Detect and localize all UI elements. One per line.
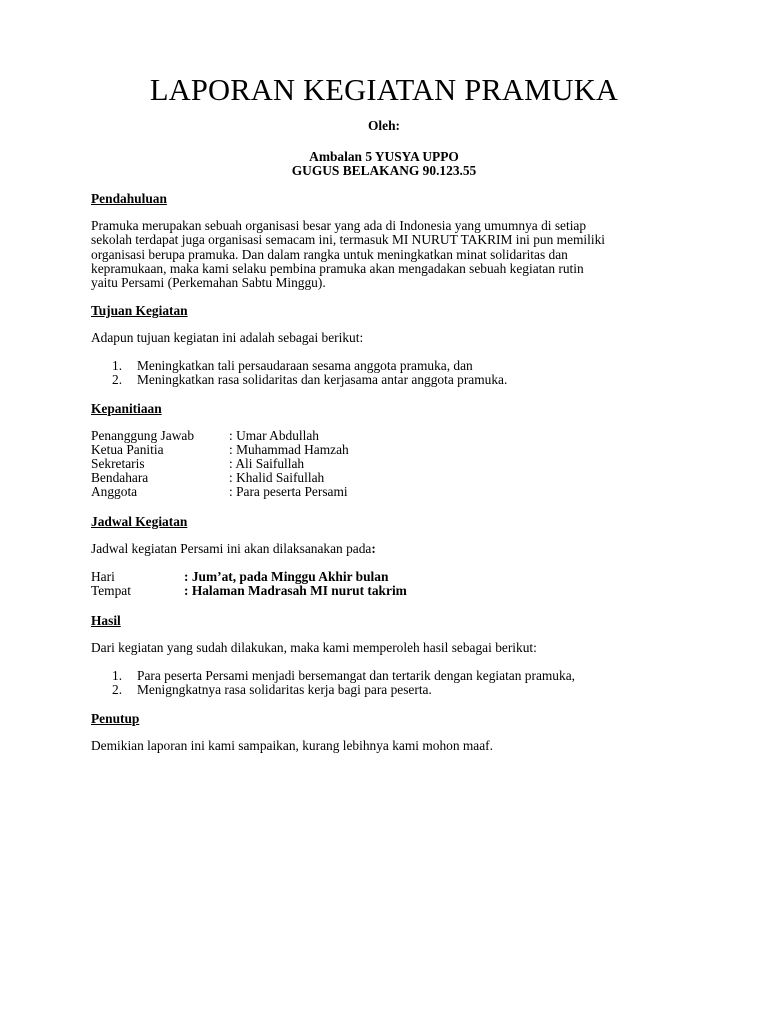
paragraph-line: organisasi berupa pramuka. Dan dalam rangka untuk meningkatkan minat solidaritas dan xyxy=(91,246,568,262)
committee-member: : Muhammad Hamzah xyxy=(229,442,349,457)
schedule-text: Jum’at, pada Minggu Akhir bulan xyxy=(191,569,389,584)
list-number: 2. xyxy=(112,682,123,697)
document-title: LAPORAN KEGIATAN PRAMUKA xyxy=(149,73,619,107)
heading-pendahuluan: Pendahuluan xyxy=(91,191,167,206)
committee-role: Penanggung Jawab xyxy=(91,428,195,443)
schedule-label: Tempat xyxy=(91,583,131,598)
heading-hasil: Hasil xyxy=(91,613,121,628)
author-line-2: GUGUS BELAKANG 90.123.55 xyxy=(291,163,477,178)
schedule-value xyxy=(184,584,407,598)
jadwal-intro xyxy=(91,542,376,556)
jadwal-intro-colon: : xyxy=(371,541,376,556)
heading-tujuan: Tujuan Kegiatan xyxy=(91,303,188,318)
paragraph-line: yaitu Persami (Perkemahan Sabtu Minggu). xyxy=(91,275,326,291)
oleh-label: Oleh: xyxy=(368,118,400,133)
committee-member: : Para peserta Persami xyxy=(229,484,348,499)
author-line-1: Ambalan 5 YUSYA UPPO xyxy=(309,149,459,164)
pendahuluan-paragraph xyxy=(91,219,691,290)
committee-member: : Umar Abdullah xyxy=(229,428,320,443)
schedule-label: Hari xyxy=(91,569,115,584)
list-text: Para peserta Persami menjadi bersemangat dan tertarik dengan kegiatan pramuka, xyxy=(137,668,575,683)
committee-member: : Ali Saifullah xyxy=(229,456,305,471)
paragraph-line: kepramukaan, maka kami selaku pembina pramuka akan mengadakan sebuah kegiatan rutin xyxy=(91,260,584,276)
list-text: Meningkatkan tali persaudaraan sesama anggota pramuka, dan xyxy=(137,358,473,373)
penutup-text: Demikian laporan ini kami sampaikan, kurang lebihnya kami mohon maaf. xyxy=(91,738,493,753)
committee-role: Bendahara xyxy=(91,470,149,485)
jadwal-intro-text: Jadwal kegiatan Persami ini akan dilaksanakan pada xyxy=(91,541,372,556)
schedule-colon: : xyxy=(184,583,192,598)
paragraph-line: Pramuka merupakan sebuah organisasi besar yang ada di Indonesia yang umumnya di setiap xyxy=(91,218,587,233)
list-number: 1. xyxy=(112,358,123,373)
list-number: 2. xyxy=(112,372,123,387)
list-text: Meningkatkan rasa solidaritas dan kerjasama antar anggota pramuka. xyxy=(137,372,508,387)
schedule-text: Halaman Madrasah MI nurut takrim xyxy=(191,583,407,598)
schedule-colon: : xyxy=(184,569,192,584)
heading-jadwal: Jadwal Kegiatan xyxy=(91,514,188,529)
list-text: Menigngkatnya rasa solidaritas kerja bagi para peserta. xyxy=(137,682,432,697)
heading-kepanitiaan: Kepanitiaan xyxy=(91,401,162,416)
paragraph-line: sekolah terdapat juga organisasi semacam ini, termasuk MI NURUT TAKRIM ini pun memiliki xyxy=(91,232,606,248)
committee-member: : Khalid Saifullah xyxy=(229,470,325,485)
heading-penutup: Penutup xyxy=(91,711,140,726)
committee-role: Sekretaris xyxy=(91,456,145,471)
hasil-intro: Dari kegiatan yang sudah dilakukan, maka kami memperoleh hasil sebagai berikut: xyxy=(91,640,537,655)
committee-role: Anggota xyxy=(91,484,138,499)
tujuan-intro: Adapun tujuan kegiatan ini adalah sebagai berikut: xyxy=(91,330,364,345)
committee-role: Ketua Panitia xyxy=(91,442,164,457)
list-number: 1. xyxy=(112,668,123,683)
